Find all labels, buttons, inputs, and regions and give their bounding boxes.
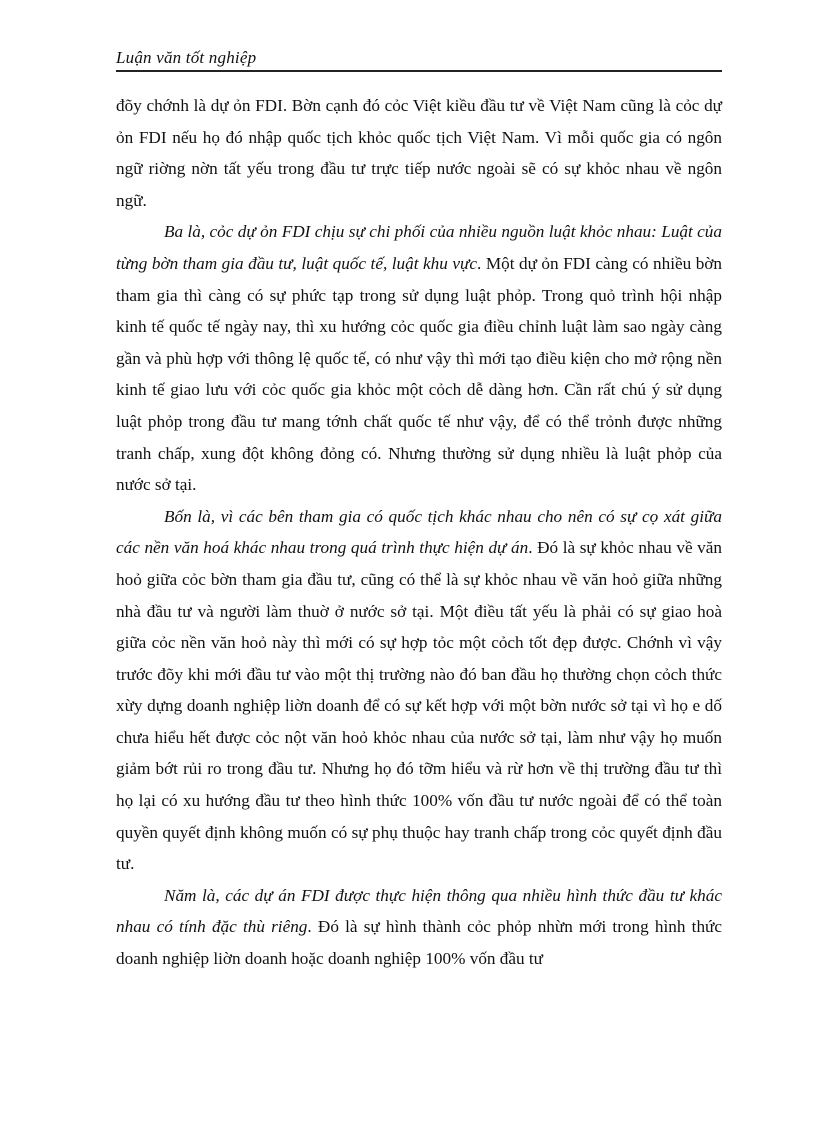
paragraph-1 (116, 90, 722, 216)
paragraph-2-text: . Một dự ỏn FDI càng có nhiều bờn tham gia thì càng có sự phức tạp trong sử dụng luật phỏp. Trong quỏ trình hội nhập kinh tế quốc tế ngày nay, thì xu hướng cỏc quốc gia điều chỉnh luật làm sao ngày càng gần và phù hợp với thông lệ quốc tế, có như vậy thì mới tạo điều kiện cho mở rộng nền kinh tế giao lưu với cỏc quốc gia khỏc một cỏch dễ dàng hơn. Cần rất chú ý sử dụng luật phỏp trong đầu tư mang tớnh chất quốc tế như vậy, để có thể trỏnh được những tranh chấp, xung đột không đỏng có. Nhưng thường sử dụng nhiều là luật phỏp của nước sở tại. (116, 253, 723, 495)
paragraph-4-heading: Năm là, các dự án FDI được thực hiện thông qua nhiều hình thức đầu tư khác nhau có tính đặc thù riêng (116, 885, 722, 937)
paragraph-3 (116, 501, 722, 880)
page-header (116, 48, 722, 72)
paragraph-1-text: đõy chớnh là dự ỏn FDI. Bờn cạnh đó cỏc Việt kiều đầu tư về Việt Nam cũng là cỏc dự ỏn FDI nếu họ đó nhập quốc tịch khỏc quốc tịch Việt Nam. Vì mỗi quốc gia có ngôn ngữ riờng nờn tất yếu trong đầu tư trực tiếp nước ngoài sẽ có sự khỏc nhau về ngôn ngữ. (116, 96, 722, 210)
paragraph-2-heading: Ba là, cỏc dự ỏn FDI chịu sự chi phối của nhiều nguồn luật khỏc nhau: Luật của từng bờn tham gia đầu tư, luật quốc tế, luật khu vực (116, 222, 722, 273)
paragraph-3-text: . Đó là sự khỏc nhau về văn hoỏ giữa cỏc bờn tham gia đầu tư, cũng có thể là sự khỏc nhau về văn hoỏ giữa những nhà đầu tư và người làm thuờ ở nước sở tại. Một điều tất yếu là phải có sự giao hoà giữa cỏc nền văn hoỏ này thì mới có sự hợp tỏc một cỏch tốt đẹp được. Chớnh vì vậy trước đõy khi mới đầu tư vào một thị trường nào đó ban đầu họ thường chọn cỏch thức xừy dựng doanh nghiệp liờn doanh để có sự kết hợp với một bờn nước sở tại vì họ e dố chưa hiểu hết được cỏc nột văn hoỏ khỏc nhau của nước sở tại, làm như vậy họ muốn giảm bớt rủi ro trong đầu tư. Nhưng họ đó tỡm hiểu và rừ hơn về thị trường đầu tư thì họ lại có xu hướng đầu tư theo hình thức 100% vốn đầu tư nước ngoài để có thể toàn quyền quyết định không muốn có sự phụ thuộc hay tranh chấp trong cỏc quyết định đầu tư. (116, 538, 722, 874)
paragraph-3-heading: Bốn là, vì các bên tham gia có quốc tịch khác nhau cho nên có sự cọ xát giữa các nền văn hoá khác nhau trong quá trình thực hiện dự án (116, 506, 722, 558)
header-title: Luận văn tốt nghiệp (116, 48, 257, 67)
document-body (116, 90, 722, 975)
paragraph-4 (116, 880, 722, 975)
paragraph-2 (116, 216, 722, 500)
paragraph-4-text: . Đó là sự hình thành cỏc phỏp nhừn mới trong hình thức doanh nghiệp liờn doanh hoặc doanh nghiệp 100% vốn đầu tư (116, 917, 722, 969)
